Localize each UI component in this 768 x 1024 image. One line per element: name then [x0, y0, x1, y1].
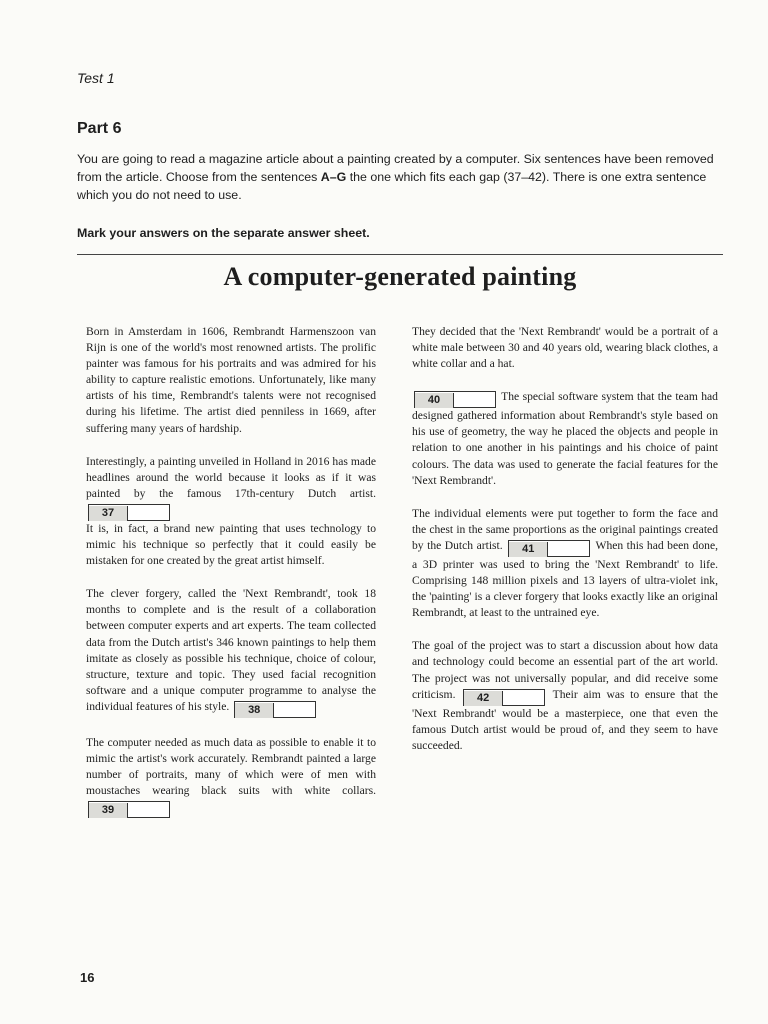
divider — [77, 254, 723, 255]
paragraph-7-text-a: The individual elements were put together to form the face and the chest in the same proportions as the original paintings created by the Dutch artist. — [412, 506, 718, 552]
paragraph-8 — [412, 638, 718, 754]
gap-38-number: 38 — [235, 703, 274, 718]
part-title: Part 6 — [77, 120, 122, 137]
paragraph-2-text-a: Interestingly, a painting unveiled in Holland in 2016 has made headlines around the world because it looks as if it was painted by the famous 17th-century Dutch artist. — [86, 454, 376, 500]
paragraph-6 — [412, 389, 718, 488]
paragraph-7 — [412, 506, 718, 622]
paragraph-4-text: The computer needed as much data as possible to enable it to mimic the artist's work accurately. Rembrandt painted a large number of portraits, many of which were of men with moustaches wearing black suits with white collars. — [86, 735, 376, 798]
instructions-range: A–G — [320, 170, 347, 184]
test-label: Test 1 — [77, 70, 115, 86]
paragraph-8-text-a: The goal of the project was to start a discussion about how data and technology could become an essential part of the art world. The project was not universally popular, and did receive some criticism. — [412, 639, 718, 701]
paragraph-7-text-b: When this had been done, a 3D printer was used to bring the 'Next Rembrandt' to life. Comprising 148 million pixels and 13 layers of ultra-violet ink, the 'painting' is a clever forgery that looks exactly like an original Rembrandt, at least to the untrained eye. — [412, 538, 718, 620]
paragraph-2-text-b: It is, in fact, a brand new painting that uses technology to mimic his technique so perfectly that it could easily be mistaken for one created by the great artist himself. — [86, 521, 376, 568]
paragraph-2 — [86, 454, 376, 570]
gap-40-number: 40 — [415, 393, 454, 408]
paragraph-3 — [86, 586, 376, 718]
paragraph-3-text: The clever forgery, called the 'Next Rembrandt', took 18 months to complete and is the result of a collaboration between computer experts and art experts. The team collected data from the Dutch artist's 346 known paintings to help them imitate as closely as possible his technique, choice of colour, structure, texture and topic. They used facial recognition software and a unique computer programme to analyse the individual features of his style. — [86, 587, 376, 713]
gap-39-number: 39 — [89, 803, 128, 818]
paragraph-1: Born in Amsterdam in 1606, Rembrandt Harmenszoon van Rijn is one of the world's most renowned artists. The prolific painter was famous for his portraits and was admired for his ability to capture realistic emotions. Unfortunately, like many artists of his time, Rembrandt's talents were not recognised during his lifetime. The artist died penniless in 1669, after suffering many years of hardship. — [86, 325, 376, 435]
instructions-text-a: You are going to read a magazine article about a painting created by a computer. Six sentences have been removed from the article. Choose from the sentences — [77, 152, 714, 184]
gap-39[interactable] — [88, 801, 170, 818]
gap-41[interactable] — [508, 540, 590, 557]
gap-38[interactable] — [234, 701, 316, 718]
article-column-left — [86, 324, 376, 835]
paragraph-4 — [86, 735, 376, 818]
gap-41-number: 41 — [509, 542, 548, 557]
article-title: A computer-generated painting — [223, 262, 577, 291]
paragraph-6-text: The special software system that the team had designed gathered information about Rembrandt's style based on his use of geometry, the way he placed the objects and people in relation to one another in his paintings and his choice of paint colours. The data was used to generate the facial features for the 'Next Rembrandt'. — [412, 390, 718, 487]
gap-37-number: 37 — [89, 506, 128, 521]
instructions — [77, 150, 727, 204]
page-number: 16 — [80, 970, 95, 985]
gap-37[interactable] — [88, 504, 170, 521]
paragraph-5: They decided that the 'Next Rembrandt' would be a portrait of a white male between 30 and 40 years old, wearing black clothes, a white collar and a hat. — [412, 325, 718, 371]
gap-42[interactable] — [463, 689, 545, 706]
gap-40[interactable] — [414, 391, 496, 408]
answer-note: Mark your answers on the separate answer sheet. — [77, 226, 370, 240]
instructions-text-b: the one which fits each gap (37–42). There is one extra sentence which you do not need to use. — [77, 170, 707, 202]
article-column-right — [412, 324, 718, 771]
gap-42-number: 42 — [464, 691, 503, 706]
paragraph-8-text-b: Their aim was to ensure that the 'Next Rembrandt' would be a masterpiece, one that even the famous Dutch artist would be proud of, and they seem to have succeeded. — [412, 687, 718, 752]
